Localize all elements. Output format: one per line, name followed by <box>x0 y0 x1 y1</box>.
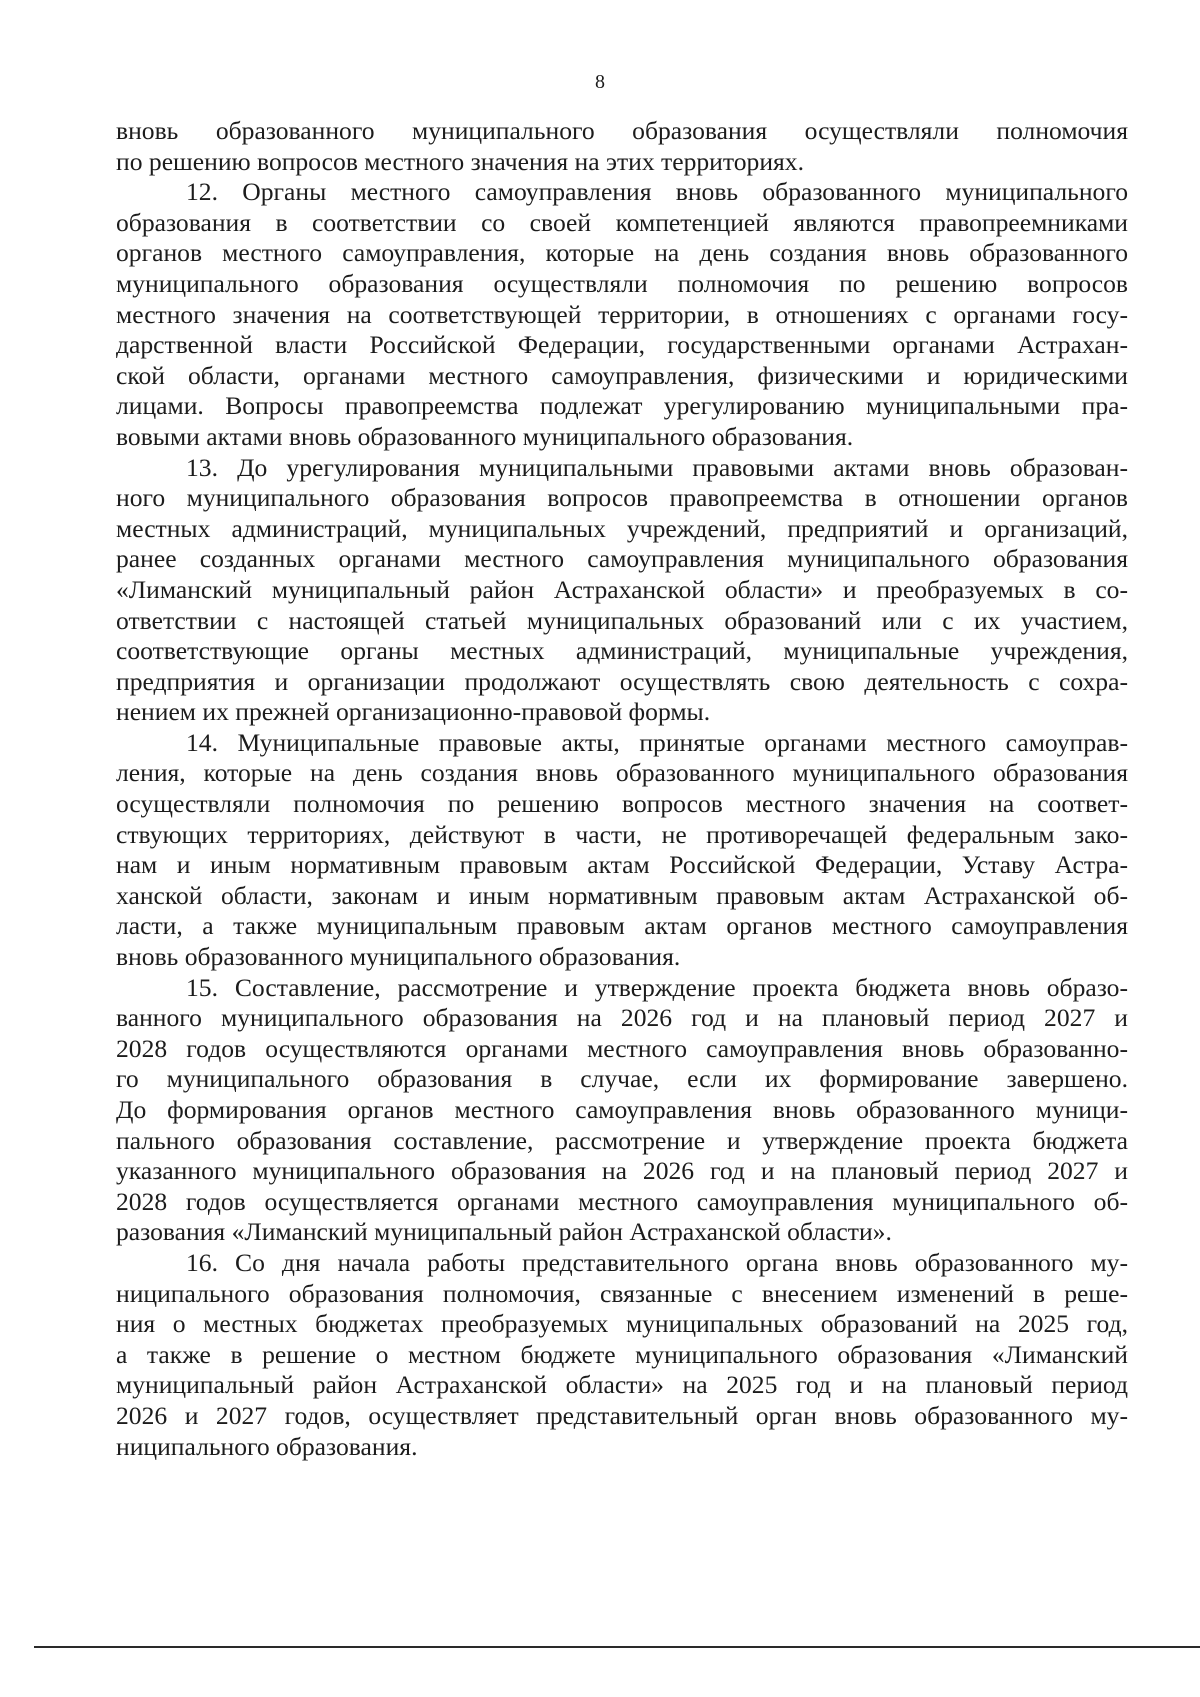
text-line: ранее созданных органами местного самоуправления муниципального образования <box>116 544 1128 574</box>
text-line: 16. Со дня начала работы представительного органа вновь образованного му- <box>186 1247 1128 1277</box>
paragraph <box>116 728 1128 973</box>
text-line: вновь образованного муниципального образования осуществляли полномочия <box>116 116 1128 145</box>
text-line: дарственной власти Российской Федерации, государственными органами Астрахан- <box>116 330 1128 360</box>
text-line: а также в решение о местном бюджете муниципального образования «Лиманский <box>116 1339 1128 1369</box>
text-line: ниципального образования. <box>116 1431 418 1461</box>
text-line: разования «Лиманский муниципальный район Астраханской области». <box>116 1217 892 1247</box>
text-line: ниципального образования полномочия, связанные с внесением изменений в реше- <box>116 1278 1128 1308</box>
text-line: нам и иным нормативным правовым актам Российской Федерации, Уставу Астра- <box>116 850 1128 880</box>
text-line: лицами. Вопросы правопреемства подлежат урегулированию муниципальными пра- <box>116 391 1128 421</box>
text-line: соответствующие органы местных администраций, муниципальные учреждения, <box>116 636 1128 666</box>
text-line: ответствии с настоящей статьей муниципальных образований или с их участием, <box>116 605 1128 635</box>
text-line: 2028 годов осуществляются органами местного самоуправления вновь образованно- <box>116 1033 1128 1063</box>
page-number: 8 <box>595 71 605 93</box>
text-line: образования в соответствии со своей компетенцией являются правопреемниками <box>116 207 1128 237</box>
paragraph <box>116 116 1128 177</box>
text-line: 12. Органы местного самоуправления вновь образованного муниципального <box>186 177 1128 207</box>
text-line: ханской области, законам и иным нормативным правовым актам Астраханской об- <box>116 880 1128 910</box>
text-line: 15. Составление, рассмотрение и утверждение проекта бюджета вновь образо- <box>186 972 1128 1002</box>
text-line: 2026 и 2027 годов, осуществляет представительный орган вновь образованного му- <box>116 1400 1128 1430</box>
text-line: указанного муниципального образования на 2026 год и на плановый период 2027 и <box>116 1156 1128 1186</box>
text-line: органов местного самоуправления, которые на день создания вновь образованного <box>116 238 1128 268</box>
text-line: пального образования составление, рассмотрение и утверждение проекта бюджета <box>116 1125 1128 1155</box>
text-line: нением их прежней организационно-правовой формы. <box>116 697 711 727</box>
text-line: 13. До урегулирования муниципальными правовыми актами вновь образован- <box>186 452 1128 482</box>
text-line: 14. Муниципальные правовые акты, принятые органами местного самоуправ- <box>186 727 1128 757</box>
paragraph <box>116 1248 1128 1462</box>
bottom-rule <box>34 1646 1200 1648</box>
text-line: 2028 годов осуществляется органами местного самоуправления муниципального об- <box>116 1186 1128 1216</box>
text-line: ской области, органами местного самоуправления, физическими и юридическими <box>116 360 1128 390</box>
text-line: местного значения на соответствующей территории, в отношениях с органами госу- <box>116 299 1128 329</box>
text-line: ствующих территориях, действуют в части, не противоречащей федеральным зако- <box>116 819 1128 849</box>
text-line: «Лиманский муниципальный район Астраханской области» и преобразуемых в со- <box>116 574 1128 604</box>
text-line: вовыми актами вновь образованного муниципального образования. <box>116 421 854 451</box>
text-line: ления, которые на день создания вновь образованного муниципального образования <box>116 758 1128 788</box>
text-line: До формирования органов местного самоуправления вновь образованного муници- <box>116 1095 1128 1124</box>
text-line: ласти, а также муниципальным правовым актам органов местного самоуправления <box>116 911 1128 941</box>
text-line: осуществляли полномочия по решению вопросов местного значения на соответ- <box>116 789 1128 819</box>
text-line: по решению вопросов местного значения на этих территориях. <box>116 146 804 176</box>
paragraph <box>116 453 1128 728</box>
text-line: муниципальный район Астраханской области» на 2025 год и на плановый период <box>116 1370 1128 1400</box>
text-line: муниципального образования осуществляли полномочия по решению вопросов <box>116 268 1128 298</box>
text-line: ния о местных бюджетах преобразуемых муниципальных образований на 2025 год, <box>116 1309 1128 1339</box>
text-line: ванного муниципального образования на 2026 год и на плановый период 2027 и <box>116 1003 1128 1033</box>
paragraph <box>116 177 1128 452</box>
text-line: ного муниципального образования вопросов правопреемства в отношении органов <box>116 483 1128 513</box>
text-line: го муниципального образования в случае, если их формирование завершено. <box>116 1064 1128 1094</box>
text-line: вновь образованного муниципального образования. <box>116 942 681 972</box>
document-body <box>116 116 1128 1462</box>
text-line: предприятия и организации продолжают осуществлять свою деятельность с сохра- <box>116 666 1128 696</box>
text-line: местных администраций, муниципальных учреждений, предприятий и организаций, <box>116 513 1128 543</box>
paragraph <box>116 973 1128 1248</box>
